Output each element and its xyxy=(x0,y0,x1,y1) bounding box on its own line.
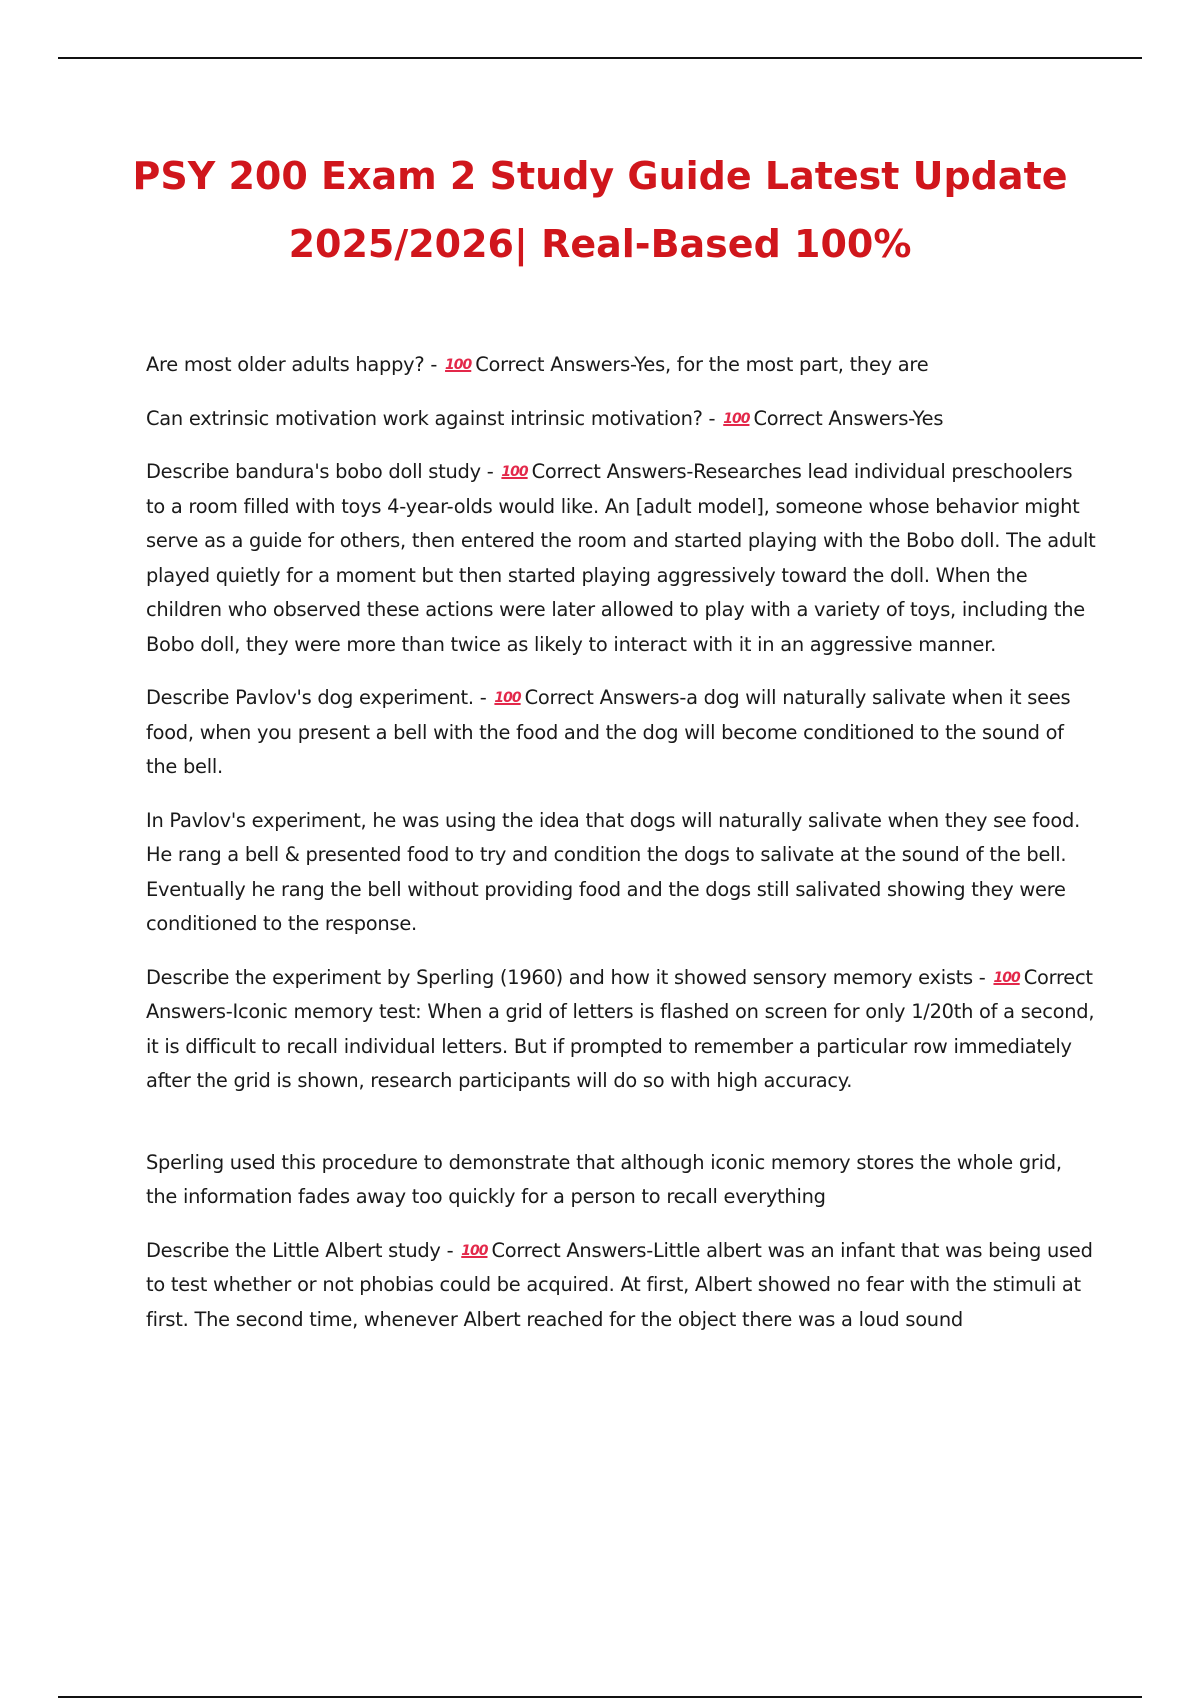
question-text: Describe the experiment by Sperling (1960) and how it showed sensory memory exists - xyxy=(146,965,986,989)
qa-entry-older-adults xyxy=(146,348,1096,383)
answer-text: Correct Answers-a dog will naturally salivate when it sees food, when you present a bell with the food and the dog will become conditioned to the sound of the bell. xyxy=(146,686,1071,778)
answer-text: Correct Answers-Little albert was an infant that was being used to test whether or not phobias could be acquired. At first, Albert showed no fear with the stimuli at first. The second time, whenever Albert reached for the object there was a loud sound xyxy=(146,1238,1093,1331)
title-line-2: 2025/2026| Real-Based 100% xyxy=(288,222,912,266)
question-text: Describe the Little Albert study - xyxy=(146,1238,454,1262)
answer-text: Correct Answers-Yes xyxy=(753,406,944,430)
hundred-points-icon: 100 xyxy=(501,464,528,480)
qa-entry-motivation xyxy=(146,402,1096,437)
question-text: Describe Pavlov's dog experiment. - xyxy=(146,686,487,709)
question-text: Can extrinsic motivation work against intrinsic motivation? - xyxy=(146,406,716,430)
answer-text: Correct Answers-Researches lead individual preschoolers to a room filled with toys 4-year-olds would like. An [adult model], someone whose behavior might serve as a guide for others, then entered the room and started playing with the Bobo doll. The adult played quietly for a moment but then started playing aggressively toward the doll. When the children who observed these actions were later allowed to play with a variety of toys, including the Bobo doll, they were more than twice as likely to interact with it in an aggressive manner. xyxy=(146,460,1096,656)
hundred-points-icon: 100 xyxy=(445,357,472,373)
hundred-points-icon: 100 xyxy=(723,410,750,427)
answer-text: Correct Answers-Yes, for the most part, they are xyxy=(475,353,929,376)
hundred-points-icon: 100 xyxy=(494,690,521,706)
top-rule xyxy=(58,57,1142,59)
answer-text: Correct Answers-Iconic memory test: When a grid of letters is flashed on screen for only 1/20th of a second, it is difficult to recall individual letters. But if prompted to remember a particular row immediately after the grid is shown, research participants will do so with high accuracy. xyxy=(146,965,1095,1092)
qa-entry-pavlov xyxy=(146,681,1096,785)
pavlov-followup-paragraph: In Pavlov's experiment, he was using the idea that dogs will naturally salivate when they see food. He rang a bell & presented food to try and condition the dogs to salivate at the sound of the bell. Eventually he rang the bell without providing food and the dogs still salivated showing they were conditioned to the response. xyxy=(146,808,1080,935)
question-text: Are most older adults happy? - xyxy=(146,353,438,376)
question-text: Describe bandura's bobo doll study - xyxy=(146,460,494,483)
sperling-followup-paragraph: Sperling used this procedure to demonstrate that although iconic memory stores the whole grid, the information fades away too quickly for a person to recall everything xyxy=(146,1150,1062,1208)
hundred-points-icon: 100 xyxy=(993,969,1020,986)
qa-entry-sperling xyxy=(146,961,1096,1099)
bottom-rule xyxy=(58,1696,1142,1698)
document-title xyxy=(0,142,1200,278)
qa-entry-little-albert xyxy=(146,1234,1096,1338)
hundred-points-icon: 100 xyxy=(461,1242,488,1259)
qa-entry-bobo-doll xyxy=(146,455,1096,662)
title-line-1: PSY 200 Exam 2 Study Guide Latest Update xyxy=(132,154,1068,198)
document-body xyxy=(146,348,1096,1356)
